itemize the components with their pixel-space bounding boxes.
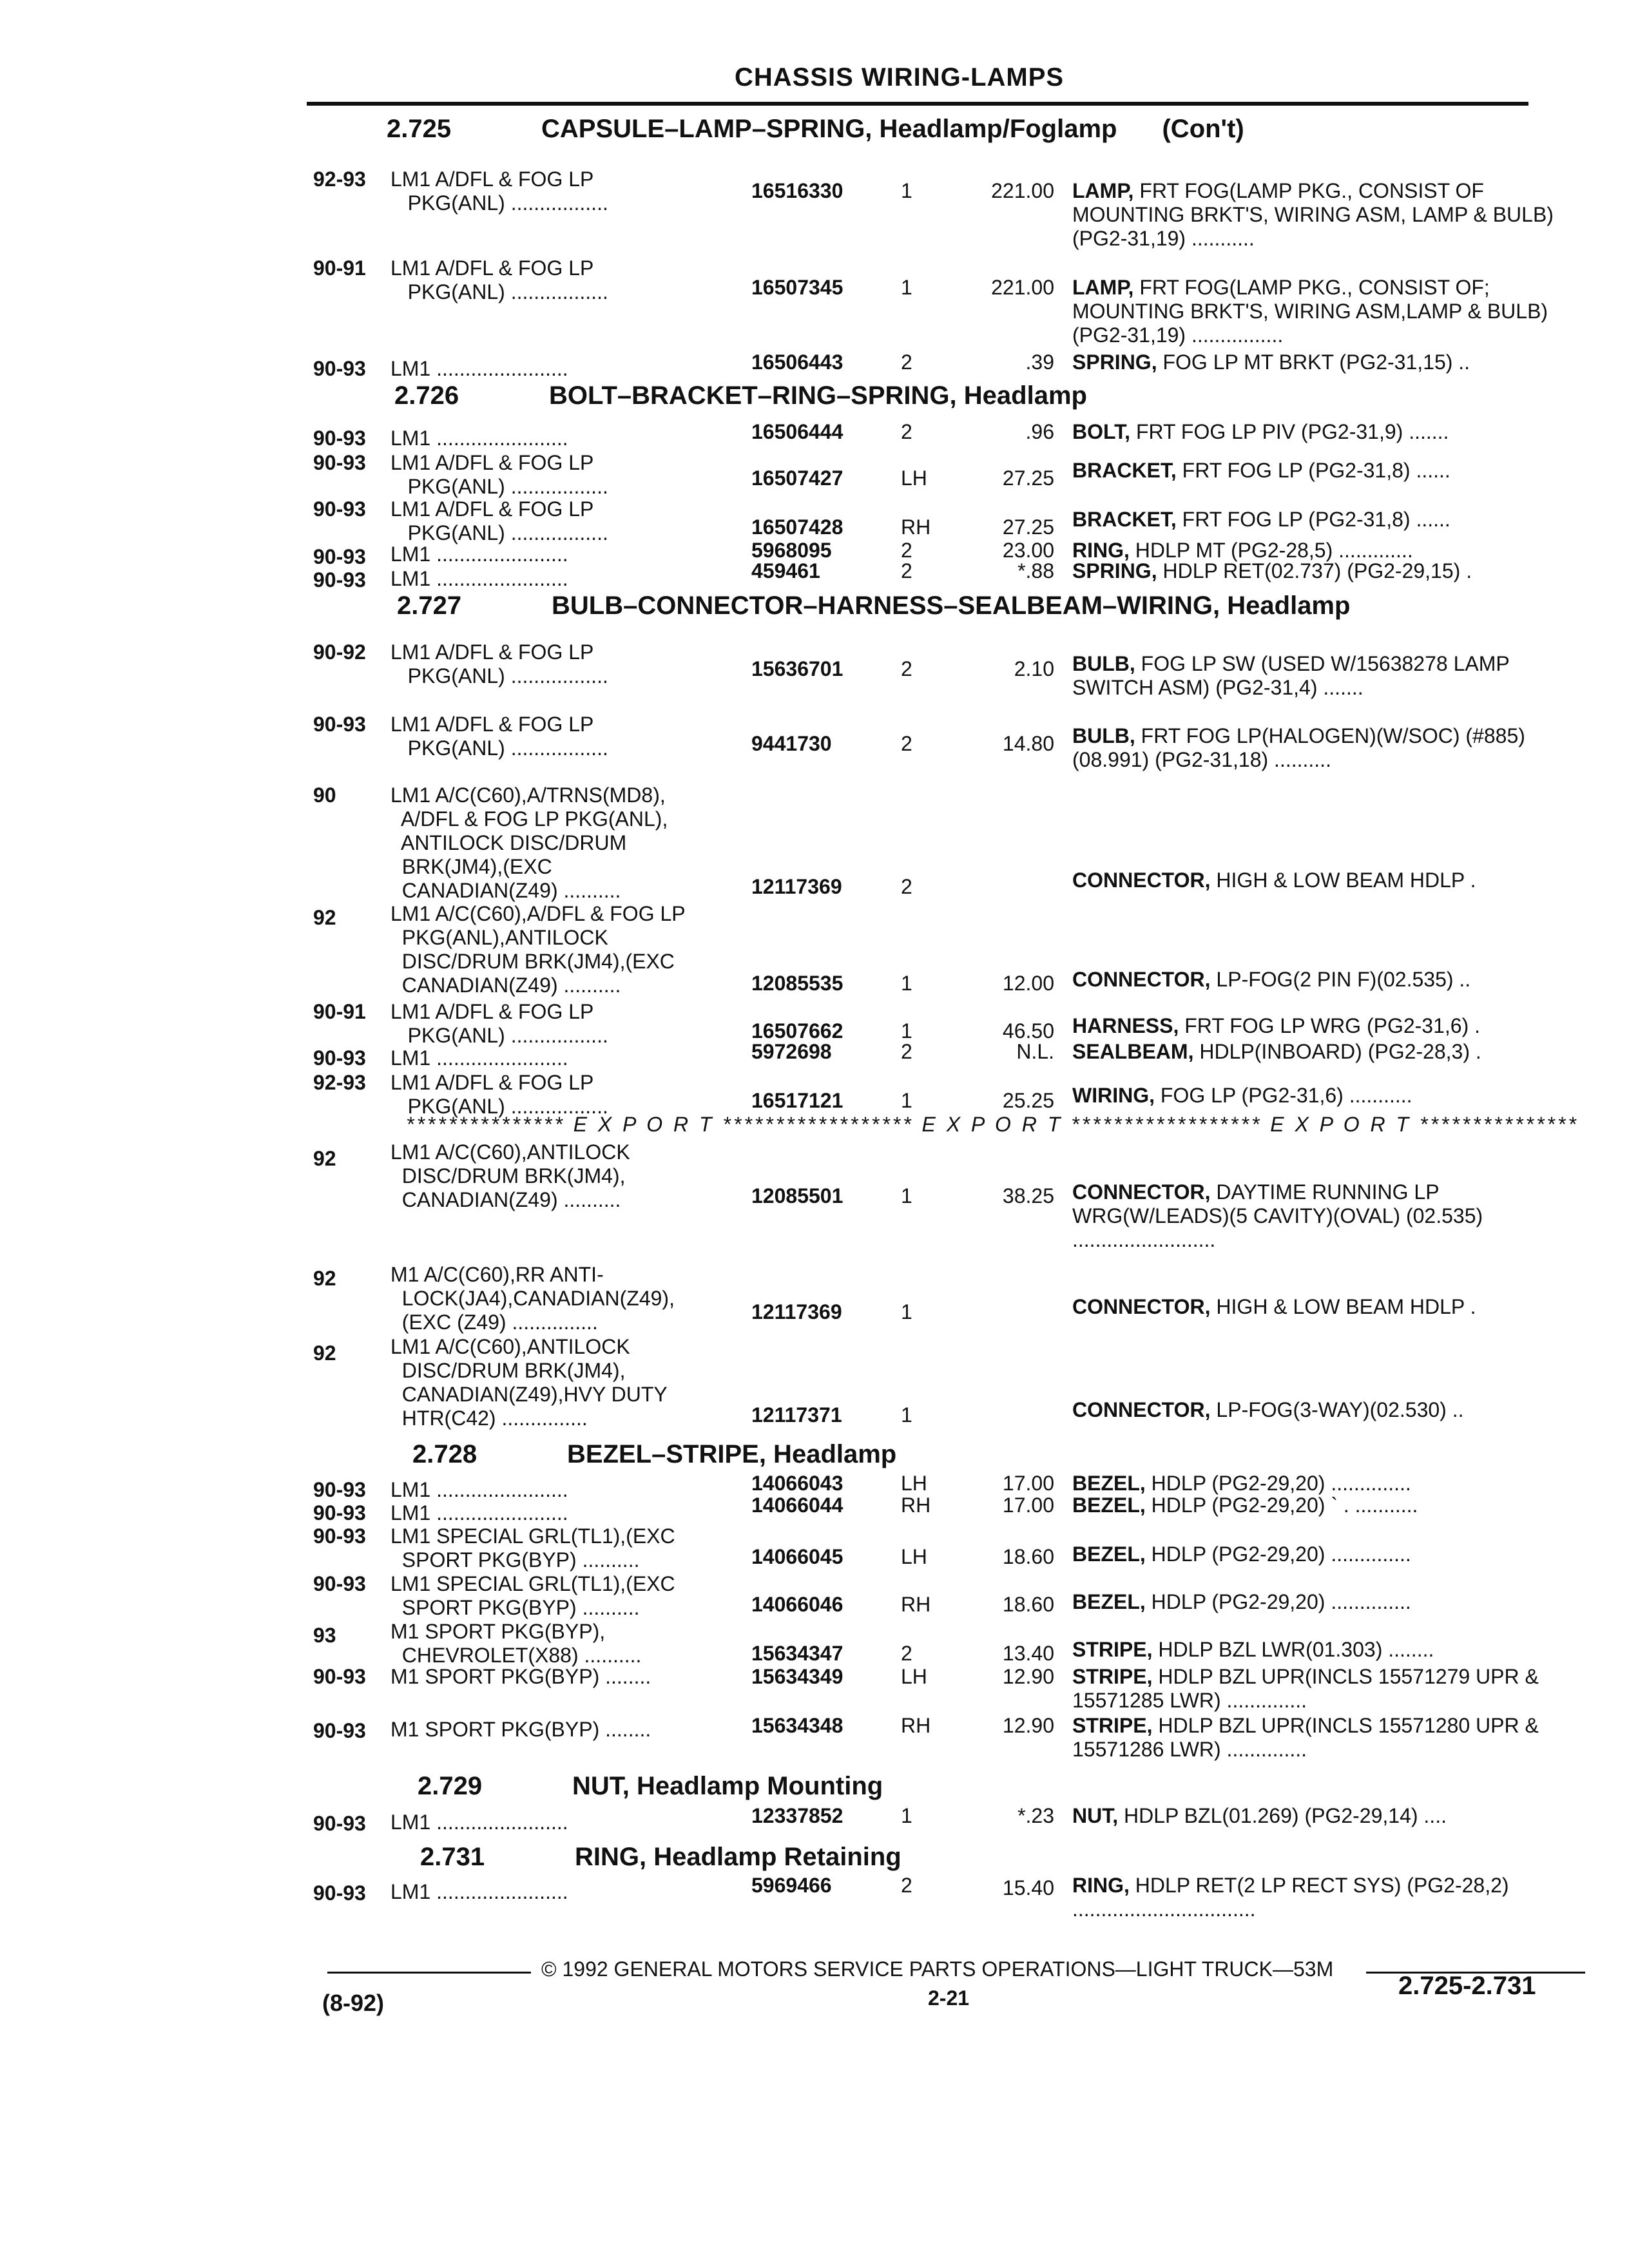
- price: 12.90: [1002, 1665, 1054, 1688]
- quantity: 2: [901, 732, 912, 755]
- item-name: BRACKET,: [1072, 508, 1177, 531]
- quantity: RH: [901, 1593, 931, 1616]
- item-detail: LP-FOG(3-WAY)(02.530) ..: [1216, 1398, 1464, 1421]
- item-detail: DAYTIME RUNNING LP WRG(W/LEADS)(5 CAVITY)(OVAL) (02.535) .........................: [1072, 1180, 1483, 1251]
- item-name: LAMP,: [1072, 179, 1134, 202]
- item-name: LAMP,: [1072, 276, 1134, 299]
- export-separator: *************** E X P O R T ****************** E X P O R T ****************** E X P O R T ***************: [406, 1113, 1579, 1136]
- page-number: 2-21: [928, 1986, 970, 2010]
- part-number: 16507662: [751, 1019, 843, 1043]
- section-title: BEZEL–STRIPE, Headlamp: [567, 1440, 897, 1468]
- year-range: 92: [313, 1267, 336, 1290]
- item-name: BEZEL,: [1072, 1590, 1146, 1613]
- price: 27.25: [1002, 466, 1054, 490]
- section-heading: [418, 1772, 883, 1801]
- item-detail: FRT FOG LP (PG2-31,8) ......: [1182, 459, 1451, 482]
- item-detail: HDLP (PG2-29,20) ` . ...........: [1151, 1494, 1418, 1517]
- application: LM1 SPECIAL GRL(TL1),(EXC SPORT PKG(BYP) ..........: [390, 1572, 675, 1619]
- application: LM1 .......................: [390, 1880, 568, 1903]
- part-number: 5972698: [751, 1040, 832, 1063]
- item-name: CONNECTOR,: [1072, 869, 1211, 892]
- section-number: 2.725: [387, 115, 452, 143]
- year-range: 92: [313, 1147, 336, 1170]
- year-range: 93: [313, 1624, 336, 1647]
- quantity: RH: [901, 1714, 931, 1737]
- item-detail: HDLP BZL UPR(INCLS 15571280 UPR & 15571286 LWR) ..............: [1072, 1714, 1539, 1761]
- year-range: 90-93: [313, 1524, 366, 1548]
- item-description: [1072, 420, 1562, 444]
- item-detail: FRT FOG LP(HALOGEN)(W/SOC) (#885)(08.991) (PG2-31,18) ..........: [1072, 724, 1525, 771]
- item-name: SPRING,: [1072, 559, 1157, 582]
- item-description: [1072, 179, 1562, 251]
- part-number: 12117369: [751, 1300, 842, 1323]
- item-detail: HDLP (PG2-29,20) ..............: [1151, 1542, 1411, 1566]
- item-description: [1072, 559, 1562, 583]
- continued-label: (Con't): [1162, 115, 1244, 143]
- price: *.23: [1017, 1804, 1054, 1827]
- item-description: [1072, 1040, 1562, 1064]
- price: N.L.: [1016, 1040, 1054, 1063]
- quantity: 2: [901, 657, 912, 680]
- application: LM1 .......................: [390, 357, 568, 380]
- part-number: 12117369: [751, 875, 842, 898]
- page-title: CHASSIS WIRING-LAMPS: [735, 63, 1065, 91]
- part-number: 5969466: [751, 1874, 832, 1897]
- item-name: RING,: [1072, 539, 1130, 562]
- copyright-notice: © 1992 GENERAL MOTORS SERVICE PARTS OPERATIONS—LIGHT TRUCK—53M: [541, 1957, 1334, 1981]
- quantity: LH: [901, 1472, 927, 1495]
- year-range: 90-93: [313, 1719, 366, 1742]
- quantity: RH: [901, 515, 931, 539]
- application: LM1 .......................: [390, 1478, 568, 1501]
- item-description: [1072, 1638, 1562, 1662]
- quantity: 1: [901, 179, 912, 202]
- part-number: 5968095: [751, 539, 832, 562]
- application: LM1 A/DFL & FOG LP PKG(ANL) .................: [390, 1000, 608, 1047]
- application: LM1 A/C(C60),A/DFL & FOG LP PKG(ANL),ANTILOCK DISC/DRUM BRK(JM4),(EXC CANADIAN(Z49) ..........: [390, 902, 686, 997]
- section-number: 2.731: [420, 1843, 485, 1871]
- quantity: 2: [901, 1040, 912, 1063]
- item-description: [1072, 1874, 1562, 1921]
- section-number: 2.728: [412, 1440, 477, 1468]
- year-range: 90-93: [313, 568, 366, 591]
- item-detail: FRT FOG LP PIV (PG2-31,9) .......: [1135, 420, 1449, 443]
- part-number: 15634348: [751, 1714, 843, 1737]
- section-heading: [397, 591, 1350, 620]
- part-number: 12085535: [751, 972, 843, 995]
- section-title: BOLT–BRACKET–RING–SPRING, Headlamp: [549, 381, 1087, 410]
- part-number: 16507345: [751, 276, 843, 299]
- year-range: 90-93: [313, 1478, 366, 1501]
- price: 15.40: [1002, 1876, 1054, 1899]
- revision-date: (8-92): [322, 1990, 385, 2016]
- price: .39: [1025, 351, 1054, 374]
- item-name: STRIPE,: [1072, 1665, 1153, 1688]
- item-detail: HDLP (PG2-29,20) ..............: [1151, 1590, 1411, 1613]
- item-detail: HDLP MT (PG2-28,5) .............: [1135, 539, 1413, 562]
- item-detail: FRT FOG(LAMP PKG., CONSIST OF MOUNTING BRKT'S, WIRING ASM, LAMP & BULB) (PG2-31,19) ...........: [1072, 179, 1554, 250]
- quantity: 2: [901, 1642, 912, 1665]
- year-range: 90-91: [313, 256, 366, 280]
- application: LM1 SPECIAL GRL(TL1),(EXC SPORT PKG(BYP) ..........: [390, 1524, 675, 1571]
- item-detail: LP-FOG(2 PIN F)(02.535) ..: [1216, 968, 1471, 991]
- application: LM1 A/DFL & FOG LP PKG(ANL) .................: [390, 640, 608, 687]
- item-description: [1072, 459, 1562, 483]
- part-number: 9441730: [751, 732, 832, 755]
- price: 14.80: [1002, 732, 1054, 755]
- year-range: 90-93: [313, 451, 366, 474]
- item-name: BULB,: [1072, 724, 1135, 747]
- item-description: [1072, 1542, 1562, 1566]
- item-detail: FRT FOG LP (PG2-31,8) ......: [1182, 508, 1451, 531]
- item-name: BOLT,: [1072, 420, 1131, 443]
- year-range: 90-93: [313, 1572, 366, 1595]
- section-heading: [394, 381, 1087, 410]
- year-range: 90: [313, 783, 336, 807]
- price: 18.60: [1002, 1545, 1054, 1568]
- item-detail: HIGH & LOW BEAM HDLP .: [1216, 869, 1476, 892]
- item-name: NUT,: [1072, 1804, 1119, 1827]
- section-number: 2.727: [397, 591, 462, 620]
- part-number: 16507428: [751, 515, 843, 539]
- quantity: LH: [901, 466, 927, 490]
- price: .96: [1025, 420, 1054, 443]
- price: 221.00: [991, 276, 1054, 299]
- item-description: [1072, 1590, 1562, 1614]
- year-range: 90-93: [313, 713, 366, 736]
- quantity: 1: [901, 1403, 912, 1427]
- quantity: 1: [901, 1019, 912, 1043]
- item-description: [1072, 351, 1562, 374]
- part-number: 12337852: [751, 1804, 843, 1827]
- item-detail: FOG LP (PG2-31,6) ...........: [1160, 1084, 1412, 1107]
- application: LM1 A/DFL & FOG LP PKG(ANL) .................: [390, 168, 608, 215]
- year-range: 90-93: [313, 1665, 366, 1688]
- section-heading: [412, 1440, 896, 1469]
- quantity: 2: [901, 875, 912, 898]
- item-description: [1072, 968, 1562, 992]
- item-description: [1072, 1665, 1562, 1713]
- price: *.88: [1017, 559, 1054, 582]
- quantity: 1: [901, 276, 912, 299]
- application: LM1 A/DFL & FOG LP PKG(ANL) .................: [390, 451, 608, 498]
- item-description: [1072, 508, 1562, 532]
- part-number: 12085501: [751, 1184, 843, 1207]
- header-rule: [307, 102, 1528, 106]
- item-detail: HIGH & LOW BEAM HDLP .: [1216, 1295, 1476, 1318]
- application: LM1 .......................: [390, 543, 568, 566]
- price: 2.10: [1014, 657, 1054, 680]
- item-name: BEZEL,: [1072, 1542, 1146, 1566]
- price: 221.00: [991, 179, 1054, 202]
- section-title: NUT, Headlamp Mounting: [572, 1772, 883, 1800]
- application: LM1 .......................: [390, 1811, 568, 1834]
- part-number: 16506444: [751, 420, 843, 443]
- quantity: 2: [901, 559, 912, 582]
- year-range: 90-92: [313, 640, 366, 664]
- part-number: 15634349: [751, 1665, 843, 1688]
- section-title: BULB–CONNECTOR–HARNESS–SEALBEAM–WIRING, Headlamp: [552, 591, 1351, 620]
- item-description: [1072, 1714, 1562, 1762]
- application: LM1 A/DFL & FOG LP PKG(ANL) .................: [390, 1071, 608, 1118]
- application: LM1 A/C(C60),ANTILOCK DISC/DRUM BRK(JM4), CANADIAN(Z49) ..........: [390, 1140, 630, 1211]
- item-detail: HDLP (PG2-29,20) ..............: [1151, 1472, 1411, 1495]
- application: LM1 A/C(C60),ANTILOCK DISC/DRUM BRK(JM4), CANADIAN(Z49),HVY DUTY HTR(C42) ...............: [390, 1335, 668, 1430]
- quantity: 2: [901, 420, 912, 443]
- item-detail: HDLP(INBOARD) (PG2-28,3) .: [1199, 1040, 1481, 1063]
- item-description: [1072, 1295, 1562, 1319]
- item-name: BEZEL,: [1072, 1472, 1146, 1495]
- part-number: 14066045: [751, 1545, 843, 1568]
- section-heading: [420, 1843, 901, 1872]
- quantity: 2: [901, 1874, 912, 1897]
- item-detail: FRT FOG LP WRG (PG2-31,6) .: [1184, 1014, 1481, 1037]
- item-name: STRIPE,: [1072, 1714, 1153, 1737]
- item-detail: HDLP RET(02.737) (PG2-29,15) .: [1162, 559, 1472, 582]
- year-range: 90-91: [313, 1000, 366, 1023]
- part-number: 12117371: [751, 1403, 842, 1427]
- quantity: LH: [901, 1545, 927, 1568]
- item-description: [1072, 652, 1562, 700]
- price: 27.25: [1002, 515, 1054, 539]
- item-detail: HDLP RET(2 LP RECT SYS) (PG2-28,2) ................................: [1072, 1874, 1509, 1921]
- price: 46.50: [1002, 1019, 1054, 1043]
- section-number: 2.729: [418, 1772, 483, 1800]
- year-range: 92-93: [313, 168, 366, 191]
- application: M1 A/C(C60),RR ANTI- LOCK(JA4),CANADIAN(Z49), (EXC (Z49) ...............: [390, 1263, 675, 1334]
- price: 12.90: [1002, 1714, 1054, 1737]
- year-range: 90-93: [313, 1046, 366, 1070]
- price: 18.60: [1002, 1593, 1054, 1616]
- application: LM1 .......................: [390, 1501, 568, 1524]
- part-number: 16517121: [751, 1089, 843, 1112]
- section-range: 2.725-2.731: [1398, 1972, 1536, 2000]
- item-description: [1072, 1398, 1562, 1422]
- item-description: [1072, 276, 1562, 347]
- item-name: CONNECTOR,: [1072, 1398, 1211, 1421]
- application: M1 SPORT PKG(BYP), CHEVROLET(X88) ..........: [390, 1620, 642, 1667]
- section-title: RING, Headlamp Retaining: [575, 1843, 901, 1871]
- item-name: CONNECTOR,: [1072, 1295, 1211, 1318]
- application: LM1 A/C(C60),A/TRNS(MD8), A/DFL & FOG LP PKG(ANL), ANTILOCK DISC/DRUM BRK(JM4),(EXC CANADIAN(Z49) ..........: [390, 783, 668, 902]
- quantity: 1: [901, 1804, 912, 1827]
- quantity: 2: [901, 351, 912, 374]
- price: 13.40: [1002, 1642, 1054, 1665]
- item-name: SPRING,: [1072, 351, 1157, 374]
- part-number: 16516330: [751, 179, 843, 202]
- part-number: 16507427: [751, 466, 843, 490]
- application: LM1 .......................: [390, 1046, 568, 1070]
- quantity: 2: [901, 539, 912, 562]
- quantity: 1: [901, 1300, 912, 1323]
- year-range: 90-93: [313, 1881, 366, 1905]
- item-description: [1072, 1014, 1562, 1038]
- item-detail: FOG LP MT BRKT (PG2-31,15) ..: [1162, 351, 1470, 374]
- application: LM1 .......................: [390, 567, 568, 590]
- application: LM1 A/DFL & FOG LP PKG(ANL) .................: [390, 713, 608, 760]
- year-range: 90-93: [313, 357, 366, 380]
- application: LM1 .......................: [390, 427, 568, 450]
- item-description: [1072, 1494, 1562, 1517]
- item-detail: HDLP BZL(01.269) (PG2-29,14) ....: [1124, 1804, 1447, 1827]
- year-range: 90-93: [313, 1501, 366, 1524]
- quantity: LH: [901, 1665, 927, 1688]
- item-name: WIRING,: [1072, 1084, 1155, 1107]
- item-detail: HDLP BZL LWR(01.303) ........: [1158, 1638, 1434, 1661]
- price: 17.00: [1002, 1494, 1054, 1517]
- item-detail: FOG LP SW (USED W/15638278 LAMP SWITCH ASM) (PG2-31,4) .......: [1072, 652, 1510, 699]
- part-number: 459461: [751, 559, 820, 582]
- year-range: 90-93: [313, 545, 366, 568]
- price: 23.00: [1002, 539, 1054, 562]
- part-number: 14066044: [751, 1494, 843, 1517]
- section-number: 2.726: [394, 381, 459, 410]
- quantity: RH: [901, 1494, 931, 1517]
- price: 17.00: [1002, 1472, 1054, 1495]
- quantity: 1: [901, 1089, 912, 1112]
- part-number: 15634347: [751, 1642, 843, 1665]
- item-description: [1072, 1180, 1562, 1252]
- item-name: CONNECTOR,: [1072, 1180, 1211, 1204]
- quantity: 1: [901, 1184, 912, 1207]
- item-detail: FRT FOG(LAMP PKG., CONSIST OF; MOUNTING BRKT'S, WIRING ASM,LAMP & BULB) (PG2-31,19) ................: [1072, 276, 1548, 347]
- section-title: CAPSULE–LAMP–SPRING, Headlamp/Foglamp: [541, 115, 1117, 143]
- item-description: [1072, 1084, 1562, 1108]
- item-name: CONNECTOR,: [1072, 968, 1211, 991]
- item-name: SEALBEAM,: [1072, 1040, 1194, 1063]
- application: M1 SPORT PKG(BYP) ........: [390, 1718, 651, 1741]
- application: M1 SPORT PKG(BYP) ........: [390, 1665, 651, 1688]
- item-name: RING,: [1072, 1874, 1130, 1897]
- part-number: 15636701: [751, 657, 843, 680]
- item-name: BEZEL,: [1072, 1494, 1146, 1517]
- price: 25.25: [1002, 1089, 1054, 1112]
- year-range: 90-93: [313, 497, 366, 521]
- application: LM1 A/DFL & FOG LP PKG(ANL) .................: [390, 497, 608, 544]
- part-number: 14066046: [751, 1593, 843, 1616]
- item-name: BULB,: [1072, 652, 1135, 675]
- section-heading: [387, 115, 1244, 144]
- price: 12.00: [1002, 972, 1054, 995]
- year-range: 92-93: [313, 1071, 366, 1094]
- part-number: 14066043: [751, 1472, 843, 1495]
- year-range: 90-93: [313, 1812, 366, 1835]
- item-description: [1072, 869, 1562, 892]
- item-description: [1072, 1804, 1562, 1828]
- year-range: 92: [313, 906, 336, 929]
- item-name: STRIPE,: [1072, 1638, 1153, 1661]
- year-range: 92: [313, 1341, 336, 1365]
- footer-rule-left: [327, 1972, 531, 1974]
- quantity: 1: [901, 972, 912, 995]
- application: LM1 A/DFL & FOG LP PKG(ANL) .................: [390, 256, 608, 303]
- part-number: 16506443: [751, 351, 843, 374]
- item-description: [1072, 724, 1562, 772]
- price: 38.25: [1002, 1184, 1054, 1207]
- item-description: [1072, 1472, 1562, 1495]
- item-name: BRACKET,: [1072, 459, 1177, 482]
- item-detail: HDLP BZL UPR(INCLS 15571279 UPR & 15571285 LWR) ..............: [1072, 1665, 1539, 1712]
- item-name: HARNESS,: [1072, 1014, 1179, 1037]
- year-range: 90-93: [313, 427, 366, 450]
